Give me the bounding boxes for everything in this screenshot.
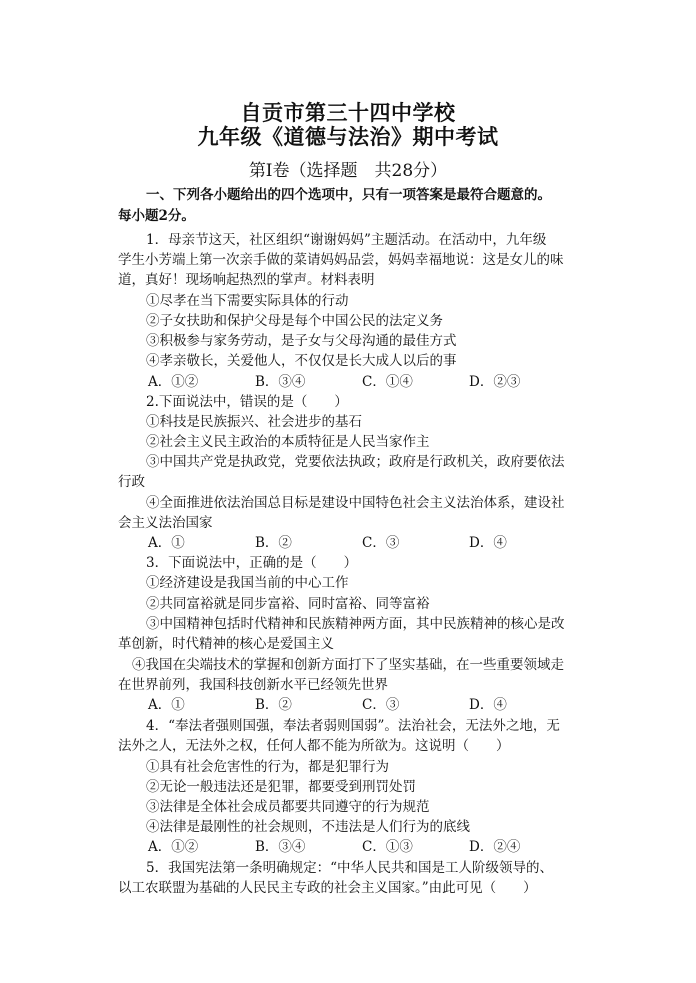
q1-stem-line-3: 道，真好！现场响起热烈的掌声。材料表明 (118, 272, 375, 288)
q2-statement-4-cont: 会主义法治国家 (118, 515, 213, 531)
q4-option-d[interactable]: D．②④ (469, 839, 521, 855)
q1-option-c[interactable]: C．①④ (362, 374, 413, 390)
q3-options (148, 695, 578, 715)
q2-statement-3-cont: 行政 (118, 474, 145, 490)
q3-statement-4-cont: 在世界前列，我国科技创新水平已经领先世界 (118, 677, 388, 693)
q3-statement-3-cont: 革创新，时代精神的核心是爱国主义 (118, 636, 334, 652)
instruction-line-1: 一、下列各小题给出的四个选项中，只有一项答案是最符合题意的。 (146, 187, 551, 203)
q1-statement-2: ②子女扶助和保护父母是每个中国公民的法定义务 (146, 313, 443, 329)
q4-stem-line-2: 法外之人，无法外之权，任何人都不能为所欲为。这说明（ ） (118, 738, 510, 754)
q1-statement-4: ④孝亲敬长，关爱他人，不仅仅是长大成人以后的事 (146, 353, 457, 369)
school-name: 自贡市第三十四中学校 (240, 101, 456, 125)
q4-option-a[interactable]: A．①② (148, 839, 199, 855)
q4-option-c[interactable]: C．①③ (362, 839, 413, 855)
q3-statement-4: ④我国在尖端技术的掌握和创新方面打下了坚实基础，在一些重要领域走 (132, 657, 564, 673)
q1-statement-1: ①尽孝在当下需要实际具体的行动 (146, 293, 349, 309)
q4-option-b[interactable]: B．③④ (255, 839, 306, 855)
q1-option-a[interactable]: A．①② (148, 374, 199, 390)
q2-options (148, 533, 578, 553)
q3-statement-3: ③中国精神包括时代精神和民族精神两方面，其中民族精神的核心是改 (146, 616, 565, 632)
q2-option-d[interactable]: D．④ (469, 535, 507, 551)
q2-option-c[interactable]: C．③ (362, 535, 400, 551)
q1-option-b[interactable]: B．③④ (255, 374, 306, 390)
q3-statement-1: ①经济建设是我国当前的中心工作 (146, 575, 349, 591)
q2-statement-3: ③中国共产党是执政党，党要依法执政；政府是行政机关，政府要依法 (146, 454, 565, 470)
q4-options (148, 837, 578, 857)
q2-option-a[interactable]: A．① (148, 535, 185, 551)
q1-stem-line-2: 学生小芳端上第一次亲手做的菜请妈妈品尝，妈妈幸福地说：这是女儿的味 (118, 252, 564, 268)
section-title: 第Ⅰ卷（选择题 共28分） (248, 161, 448, 181)
q2-statement-2: ②社会主义民主政治的本质特征是人民当家作主 (146, 434, 430, 450)
q3-option-c[interactable]: C．③ (362, 697, 400, 713)
q1-options (148, 372, 578, 392)
q4-statement-4: ④法律是最刚性的社会规则，不违法是人们行为的底线 (146, 819, 470, 835)
q3-stem: 3．下面说法中，正确的是（ ） (146, 555, 358, 571)
q2-stem: 2.下面说法中，错误的是（ ） (146, 394, 348, 410)
exam-title: 九年级《道德与法治》期中考试 (197, 125, 499, 149)
q3-option-b[interactable]: B．② (255, 697, 292, 713)
q5-stem-line-1: 5．我国宪法第一条明确规定：“中华人民共和国是工人阶级领导的、 (146, 860, 553, 876)
q4-statement-1: ①具有社会危害性的行为，都是犯罪行为 (146, 759, 389, 775)
q3-option-d[interactable]: D．④ (469, 697, 507, 713)
instruction-line-2: 每小题2分。 (118, 208, 195, 224)
q3-option-a[interactable]: A．① (148, 697, 185, 713)
q4-statement-3: ③法律是全体社会成员都要共同遵守的行为规范 (146, 799, 430, 815)
q1-statement-3: ③积极参与家务劳动，是子女与父母沟通的最佳方式 (146, 333, 457, 349)
q4-stem-line-1: 4．“奉法者强则国强，奉法者弱则国弱”。法治社会，无法外之地，无 (146, 718, 560, 734)
q3-statement-2: ②共同富裕就是同步富裕、同时富裕、同等富裕 (146, 596, 430, 612)
q2-statement-1: ①科技是民族振兴、社会进步的基石 (146, 414, 362, 430)
q2-statement-4: ④全面推进依法治国总目标是建设中国特色社会主义法治体系，建设社 (146, 495, 565, 511)
q2-option-b[interactable]: B．② (255, 535, 292, 551)
q1-option-d[interactable]: D．②③ (469, 374, 521, 390)
q5-stem-line-2: 以工农联盟为基础的人民民主专政的社会主义国家。”由此可见（ ） (118, 880, 537, 896)
q1-stem-line-1: 1．母亲节这天，社区组织“谢谢妈妈”主题活动。在活动中，九年级 (146, 232, 547, 248)
q4-statement-2: ②无论一般违法还是犯罪，都要受到刑罚处罚 (146, 779, 416, 795)
